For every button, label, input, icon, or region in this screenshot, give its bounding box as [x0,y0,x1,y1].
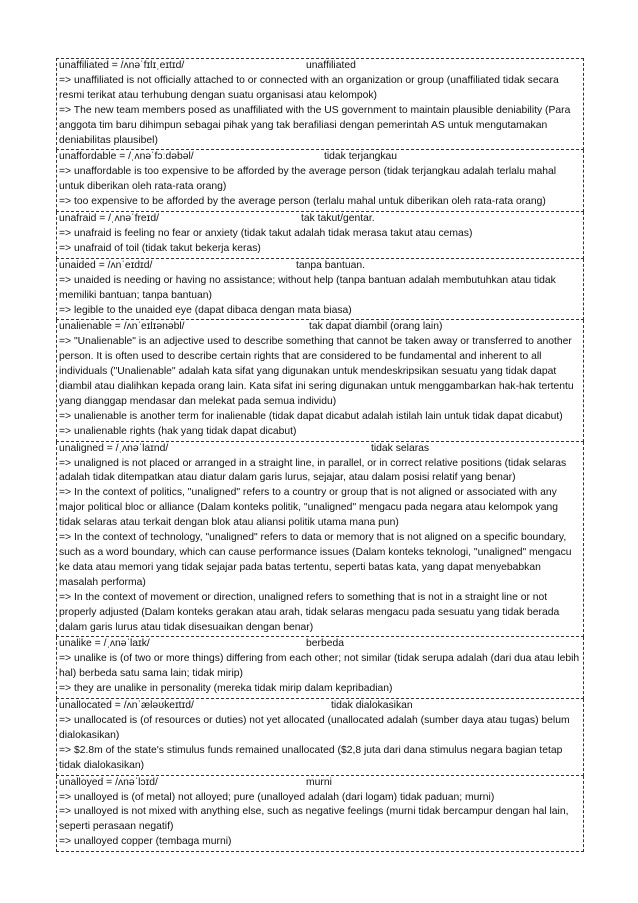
entry-header [59,699,581,714]
entry-translation: tanpa bantuan. [296,259,366,271]
dictionary-entry [56,150,584,212]
entry-translation: tidak dialokasikan [331,700,413,712]
entry-translation: berbeda [306,638,344,650]
entry-definition-line: => too expensive to be afforded by the average person (terlalu mahal untuk diberikan oleh rata-rata orang) [59,196,546,208]
entry-term: unallocated = /ʌnˈæləʊkeɪtɪd/ [59,700,194,712]
entry-term: unalloyed = /ʌnəˈlɔɪd/ [59,776,158,788]
entry-header [59,259,581,274]
entry-header [59,776,581,791]
dictionary-entry [56,776,584,853]
entry-definition-line: => unalienable is another term for inalienable (tidak dapat dicabut adalah istilah lain untuk tidak dapat dicabut) [59,410,563,422]
entry-header [59,59,581,74]
entry-term: unaffordable = /ˌʌnəˈfɔːdəbəl/ [59,151,194,163]
entry-translation: tak takut/gentar. [301,213,375,225]
dictionary-entry [56,699,584,776]
entry-definition-line: => unafraid is feeling no fear or anxiety (tidak takut adalah tidak merasa takut atau cemas) [59,227,473,239]
entry-term: unaligned = /ˌʌnəˈlaɪnd/ [59,442,169,454]
entry-translation: tak dapat diambil (orang lain) [309,321,443,333]
dictionary-entry [56,442,584,638]
entry-definition-line: => unalienable rights (hak yang tidak dapat dicabut) [59,425,297,437]
entry-definition-line: => they are unalike in personality (mereka tidak mirip dalam kepribadian) [59,683,393,695]
dictionary-entry [56,259,584,321]
dictionary-entry [56,212,584,259]
dictionary-entry [56,637,584,699]
entry-definition-line: => In the context of technology, "unaligned" refers to data or memory that is not aligned on a specific boundary, such as a word boundary, which can cause performance issues (Dalam konteks teknologi, "unaligned" mengacu ke data atau memori yang tidak sejajar pada batas tertentu, seperti batas kata, yang dapat menyebabkan masalah performa) [59,532,572,588]
entry-definition-line: => unaided is needing or having no assistance; without help (tanpa bantuan adalah membutuhkan atau tidak memiliki bantuan; tanpa bantuan) [59,274,556,301]
entry-definition-line: => The new team members posed as unaffiliated with the US government to maintain plausible deniability (Para anggota tim baru dihimpun sebagai pihak yang tak berafiliasi dengan pemerintah AS untuk mengutamakan deniabilitas plausibel) [59,104,571,146]
entry-definition-line: => unalloyed is (of metal) not alloyed; pure (unalloyed adalah (dari logam) tidak paduan; murni) [59,791,495,803]
entry-definition-line: => unaffordable is too expensive to be afforded by the average person (tidak terjangkau adalah terlalu mahal untuk diberikan oleh rata-rata orang) [59,166,557,193]
entry-header [59,442,581,457]
entry-definition-line: => unafraid of toil (tidak takut bekerja keras) [59,242,261,254]
entry-definition-line: => unallocated is (of resources or duties) not yet allocated (unallocated adalah (sumber daya atau tugas) belum dialokasikan) [59,714,570,741]
entry-definition-line: => In the context of politics, "unaligned" refers to a country or group that is not aligned or associated with any major political bloc or alliance (Dalam konteks politik, "unaligned" mengacu pada negara atau kelompok yang tidak selaras atau terkait dengan blok atau aliansi politik utama mana pun) [59,487,558,529]
entry-term: unaided = /ʌnˈeɪdɪd/ [59,259,153,271]
entry-definition-line: => unalloyed is not mixed with anything else, such as negative feelings (murni tidak bercampur dengan hal lain, seperti perasaan negatif) [59,806,569,833]
entry-definition-line: => $2.8m of the state's stimulus funds remained unallocated ($2,8 juta dari dana stimulus negara bagian tetap tidak dialokasikan) [59,744,563,771]
entry-header [59,320,581,335]
entry-definition-line: => In the context of movement or direction, unaligned refers to something that is not in a straight line or not properly adjusted (Dalam konteks gerakan atau arah, tidak selaras mengacu pada sesuatu yang tidak berada dalam garis lurus atau tidak disesuaikan dengan benar) [59,591,560,633]
entry-definition-line: => unalike is (of two or more things) differing from each other; not similar (tidak serupa adalah (dari dua atau lebih hal) berbeda satu sama lain; tidak mirip) [59,653,580,680]
entry-translation: tidak selaras [371,442,430,454]
entry-header [59,637,581,652]
entry-translation: tidak terjangkau [324,151,398,163]
entry-term: unafraid = /ˌʌnəˈfreɪd/ [59,213,159,225]
entry-translation: murni [306,776,332,788]
entry-header [59,150,581,165]
entry-definition-line: => legible to the unaided eye (dapat dibaca dengan mata biasa) [59,304,352,316]
entry-term: unaffiliated = /ʌnəˈfɪlɪˌeɪtɪd/ [59,60,185,71]
entry-definition-line: => unaligned is not placed or arranged in a straight line, in parallel, or in correct relative positions (tidak selaras adalah tidak ditempatkan atau diatur dalam garis lurus, sejajar, atau dalam posisi relatif yang benar) [59,457,567,484]
entry-definition-line: => unaffiliated is not officially attached to or connected with an organization or group (unaffiliated tidak secara resmi terikat atau terhubung dengan suatu organisasi atau kelompok) [59,74,559,101]
entry-translation: unaffiliated [306,60,356,71]
entry-header [59,212,581,227]
entry-term: unalike = /ˌʌnəˈlaɪk/ [59,638,150,650]
dictionary-entry [56,320,584,441]
dictionary-entry [56,58,584,150]
entry-definition-line: => "Unalienable" is an adjective used to describe something that cannot be taken away or transferred to another person. It is often used to describe certain rights that are considered to be fundamental and inherent to all individuals ("Unalienable" adalah kata sifat yang digunakan untuk mendeskripsikan sesuatu yang tidak dapat diambil atau dialihkan kepada orang lain. Kata sifat ini sering digunakan untuk menggambarkan hak-hak tertentu yang dianggap mendasar dan melekat pada semua individu) [59,336,574,407]
entry-definition-line: => unalloyed copper (tembaga murni) [59,836,232,848]
entry-term: unalienable = /ʌnˈeɪlɪənəbl/ [59,321,185,333]
dictionary-page [56,58,584,852]
